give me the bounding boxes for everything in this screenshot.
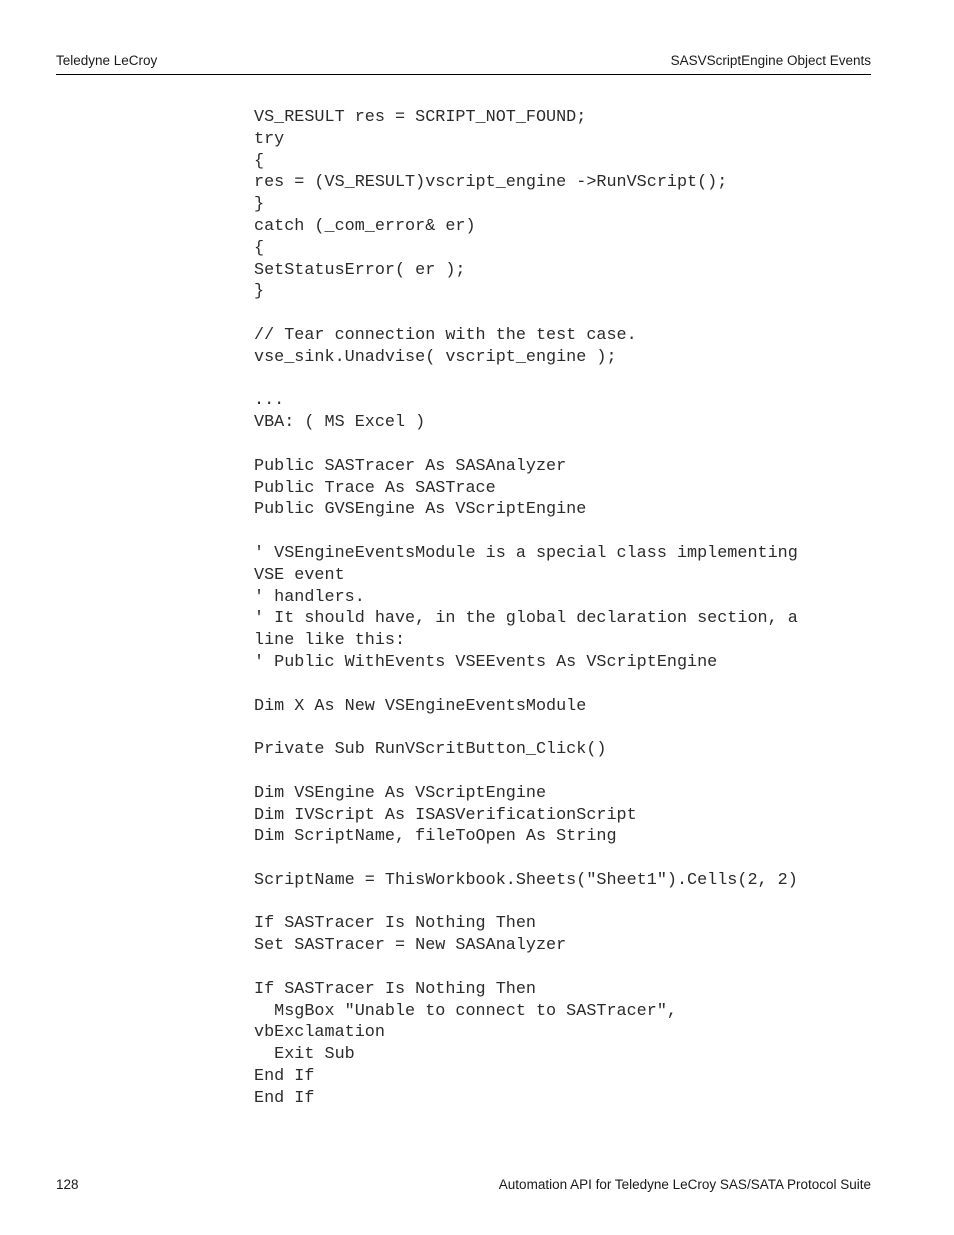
- code-listing: VS_RESULT res = SCRIPT_NOT_FOUND; try { res = (VS_RESULT)vscript_engine ->RunVScript(); } catch (_com_error& er) { SetStatusError( er ); } // Tear connection with the test case. vse_sink.Unadvise( vscript_engine ); ... VBA: ( MS Excel ) Public SASTracer As SASAnalyzer Public Trace As SASTrace Public GVSEngine As VScriptEngine ' VSEngineEventsModule is a special class implementing VSE event ' handlers. ' It should have, in the global declaration section, a line like this: ' Public WithEvents VSEEvents As VScriptEngine Dim X As New VSEngineEventsModule Private Sub RunVScritButton_Click() Dim VSEngine As VScriptEngine Dim IVScript As ISASVerificationScript Dim ScriptName, fileToOpen As String ScriptName = ThisWorkbook.Sheets("Sheet1").Cells(2, 2) If SASTracer Is Nothing Then Set SASTracer = New SASAnalyzer If SASTracer Is Nothing Then MsgBox "Unable to connect to SASTracer", vbExclamation Exit Sub End If End If: [254, 108, 798, 1108]
- header-company: Teledyne LeCroy: [56, 53, 158, 68]
- page-footer: [56, 1177, 871, 1197]
- page-number: 128: [56, 1177, 79, 1192]
- footer-document-title: Automation API for Teledyne LeCroy SAS/SATA Protocol Suite: [498, 1177, 871, 1192]
- header-section-title: SASVScriptEngine Object Events: [670, 53, 871, 68]
- page-header: [56, 52, 871, 75]
